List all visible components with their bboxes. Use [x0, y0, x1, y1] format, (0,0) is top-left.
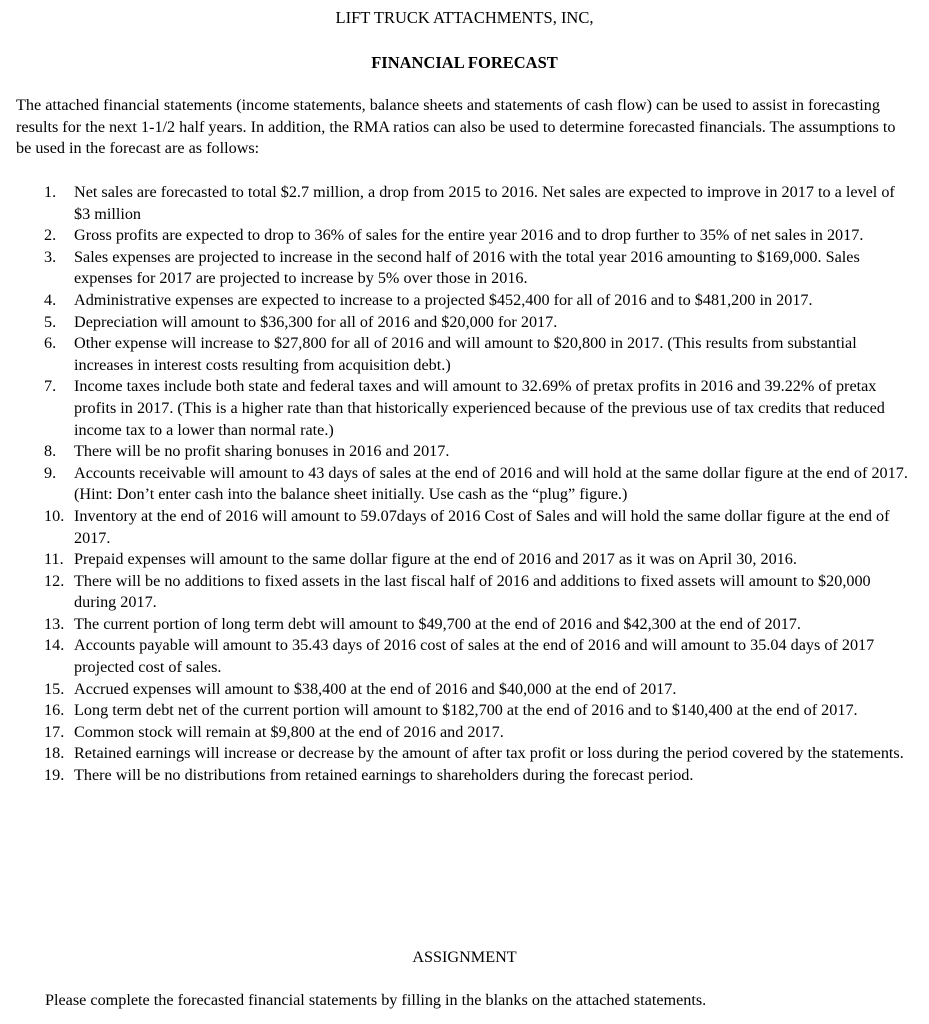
- assumption-text: Accounts payable will amount to 35.43 days of 2016 cost of sales at the end of 2016 and will amount to 35.04 days of 2017 projected cost of sales.: [74, 636, 875, 677]
- assumption-item: [0, 312, 929, 334]
- assumption-number: 11.: [44, 550, 64, 569]
- assumption-number: 9.: [44, 463, 57, 482]
- assumption-item: [0, 247, 929, 290]
- assignment-instruction: Please complete the forecasted financial statements by filling in the blanks on the attached statements.: [45, 991, 707, 1009]
- assumption-number: 1.: [44, 183, 57, 201]
- assumption-item: [0, 225, 929, 247]
- assumption-text: Accounts receivable will amount to 43 days of sales at the end of 2016 and will hold at the same dollar figure at the end of 2017. (Hint: Don’t enter cash into the balance sheet initially. Use cash as the “plug” figure.): [74, 463, 908, 504]
- assumption-item: [0, 700, 929, 722]
- assumption-text: Sales expenses are projected to increase in the second half of 2016 with the total year 2016 amounting to $169,000. Sales expenses for 2017 are projected to increase by 5% over those in 2016.: [74, 247, 860, 288]
- assumption-number: 10.: [44, 506, 65, 525]
- assumption-item: [0, 441, 929, 463]
- assumption-number: 17.: [44, 722, 65, 741]
- company-name: LIFT TRUCK ATTACHMENTS, INC,: [335, 8, 594, 27]
- assumption-number: 7.: [44, 377, 57, 396]
- assumption-text: Administrative expenses are expected to increase to a projected $452,400 for all of 2016 and to $481,200 in 2017.: [74, 290, 813, 309]
- assumption-number: 18.: [44, 744, 65, 763]
- assumption-item: [0, 506, 929, 549]
- assumption-text: Depreciation will amount to $36,300 for all of 2016 and $20,000 for 2017.: [74, 312, 558, 331]
- assumption-item: [0, 614, 929, 636]
- assumption-number: 5.: [44, 312, 57, 331]
- assumption-number: 19.: [44, 766, 65, 785]
- assumption-item: [0, 290, 929, 312]
- assumption-number: 6.: [44, 334, 57, 353]
- assumption-item: [0, 571, 929, 614]
- assumption-item: [0, 376, 929, 441]
- intro-paragraph: The attached financial statements (income statements, balance sheets and statements of cash flow) can be used to assist in forecasting results for the next 1-1/2 half years. In addition, the RMA ratios can also be used to determine forecasted financials. The assumptions to be used in the forecast are as follows:: [16, 96, 896, 158]
- assumption-text: Common stock will remain at $9,800 at the end of 2016 and 2017.: [74, 722, 504, 741]
- assumption-text: Accrued expenses will amount to $38,400 at the end of 2016 and $40,000 at the end of 2017.: [74, 679, 677, 698]
- assumption-text: There will be no profit sharing bonuses in 2016 and 2017.: [74, 442, 450, 461]
- assumption-number: 4.: [44, 290, 57, 309]
- assumption-number: 3.: [44, 247, 57, 266]
- assumption-number: 14.: [44, 636, 65, 655]
- assumption-text: Retained earnings will increase or decrease by the amount of after tax profit or loss during the period covered by the statements.: [74, 744, 904, 763]
- assumption-item: [0, 182, 929, 225]
- assumption-item: [0, 549, 929, 571]
- assumptions-list: [0, 182, 929, 787]
- assumption-number: 15.: [44, 679, 65, 698]
- assumption-text: Gross profits are expected to drop to 36% of sales for the entire year 2016 and to drop further to 35% of net sales in 2017.: [74, 226, 864, 245]
- assumption-text: Prepaid expenses will amount to the same dollar figure at the end of 2016 and 2017 as it was on April 30, 2016.: [74, 550, 797, 569]
- assumption-item: [0, 333, 929, 376]
- assumption-text: Other expense will increase to $27,800 for all of 2016 and will amount to $20,800 in 2017. (This results from substantial increases in interest costs resulting from acquisition debt.): [74, 334, 857, 374]
- document-title: FINANCIAL FORECAST: [371, 53, 558, 72]
- assumption-item: [0, 463, 929, 506]
- assumption-number: 16.: [44, 701, 65, 720]
- assignment-heading: ASSIGNMENT: [412, 948, 517, 966]
- assumption-number: 12.: [44, 571, 65, 590]
- assumption-text: Income taxes include both state and federal taxes and will amount to 32.69% of pretax profits in 2016 and 39.22% of pretax profits in 2017. (This is a higher rate than that historically experienced because of the previous use of tax credits that reduced income tax to a lower than normal rate.): [74, 377, 885, 439]
- assumption-text: There will be no distributions from retained earnings to shareholders during the forecast period.: [74, 766, 694, 785]
- assumption-number: 8.: [44, 442, 57, 461]
- assumption-number: 2.: [44, 226, 57, 245]
- assumption-text: Inventory at the end of 2016 will amount to 59.07days of 2016 Cost of Sales and will hold the same dollar figure at the end of 2017.: [74, 506, 890, 547]
- assumption-item: [0, 765, 929, 787]
- assumption-text: There will be no additions to fixed assets in the last fiscal half of 2016 and additions to fixed assets will amount to $20,000 during 2017.: [74, 571, 871, 612]
- assumption-text: Long term debt net of the current portion will amount to $182,700 at the end of 2016 and to $140,400 at the end of 2017.: [74, 701, 858, 720]
- assumption-item: [0, 743, 929, 765]
- assumption-item: [0, 722, 929, 744]
- assumption-item: [0, 679, 929, 701]
- assumption-item: [0, 635, 929, 678]
- assumption-text: Net sales are forecasted to total $2.7 million, a drop from 2015 to 2016. Net sales are expected to improve in 2017 to a level of $3 million: [74, 183, 895, 223]
- assumption-number: 13.: [44, 614, 65, 633]
- assumption-text: The current portion of long term debt will amount to $49,700 at the end of 2016 and $42,300 at the end of 2017.: [74, 614, 801, 633]
